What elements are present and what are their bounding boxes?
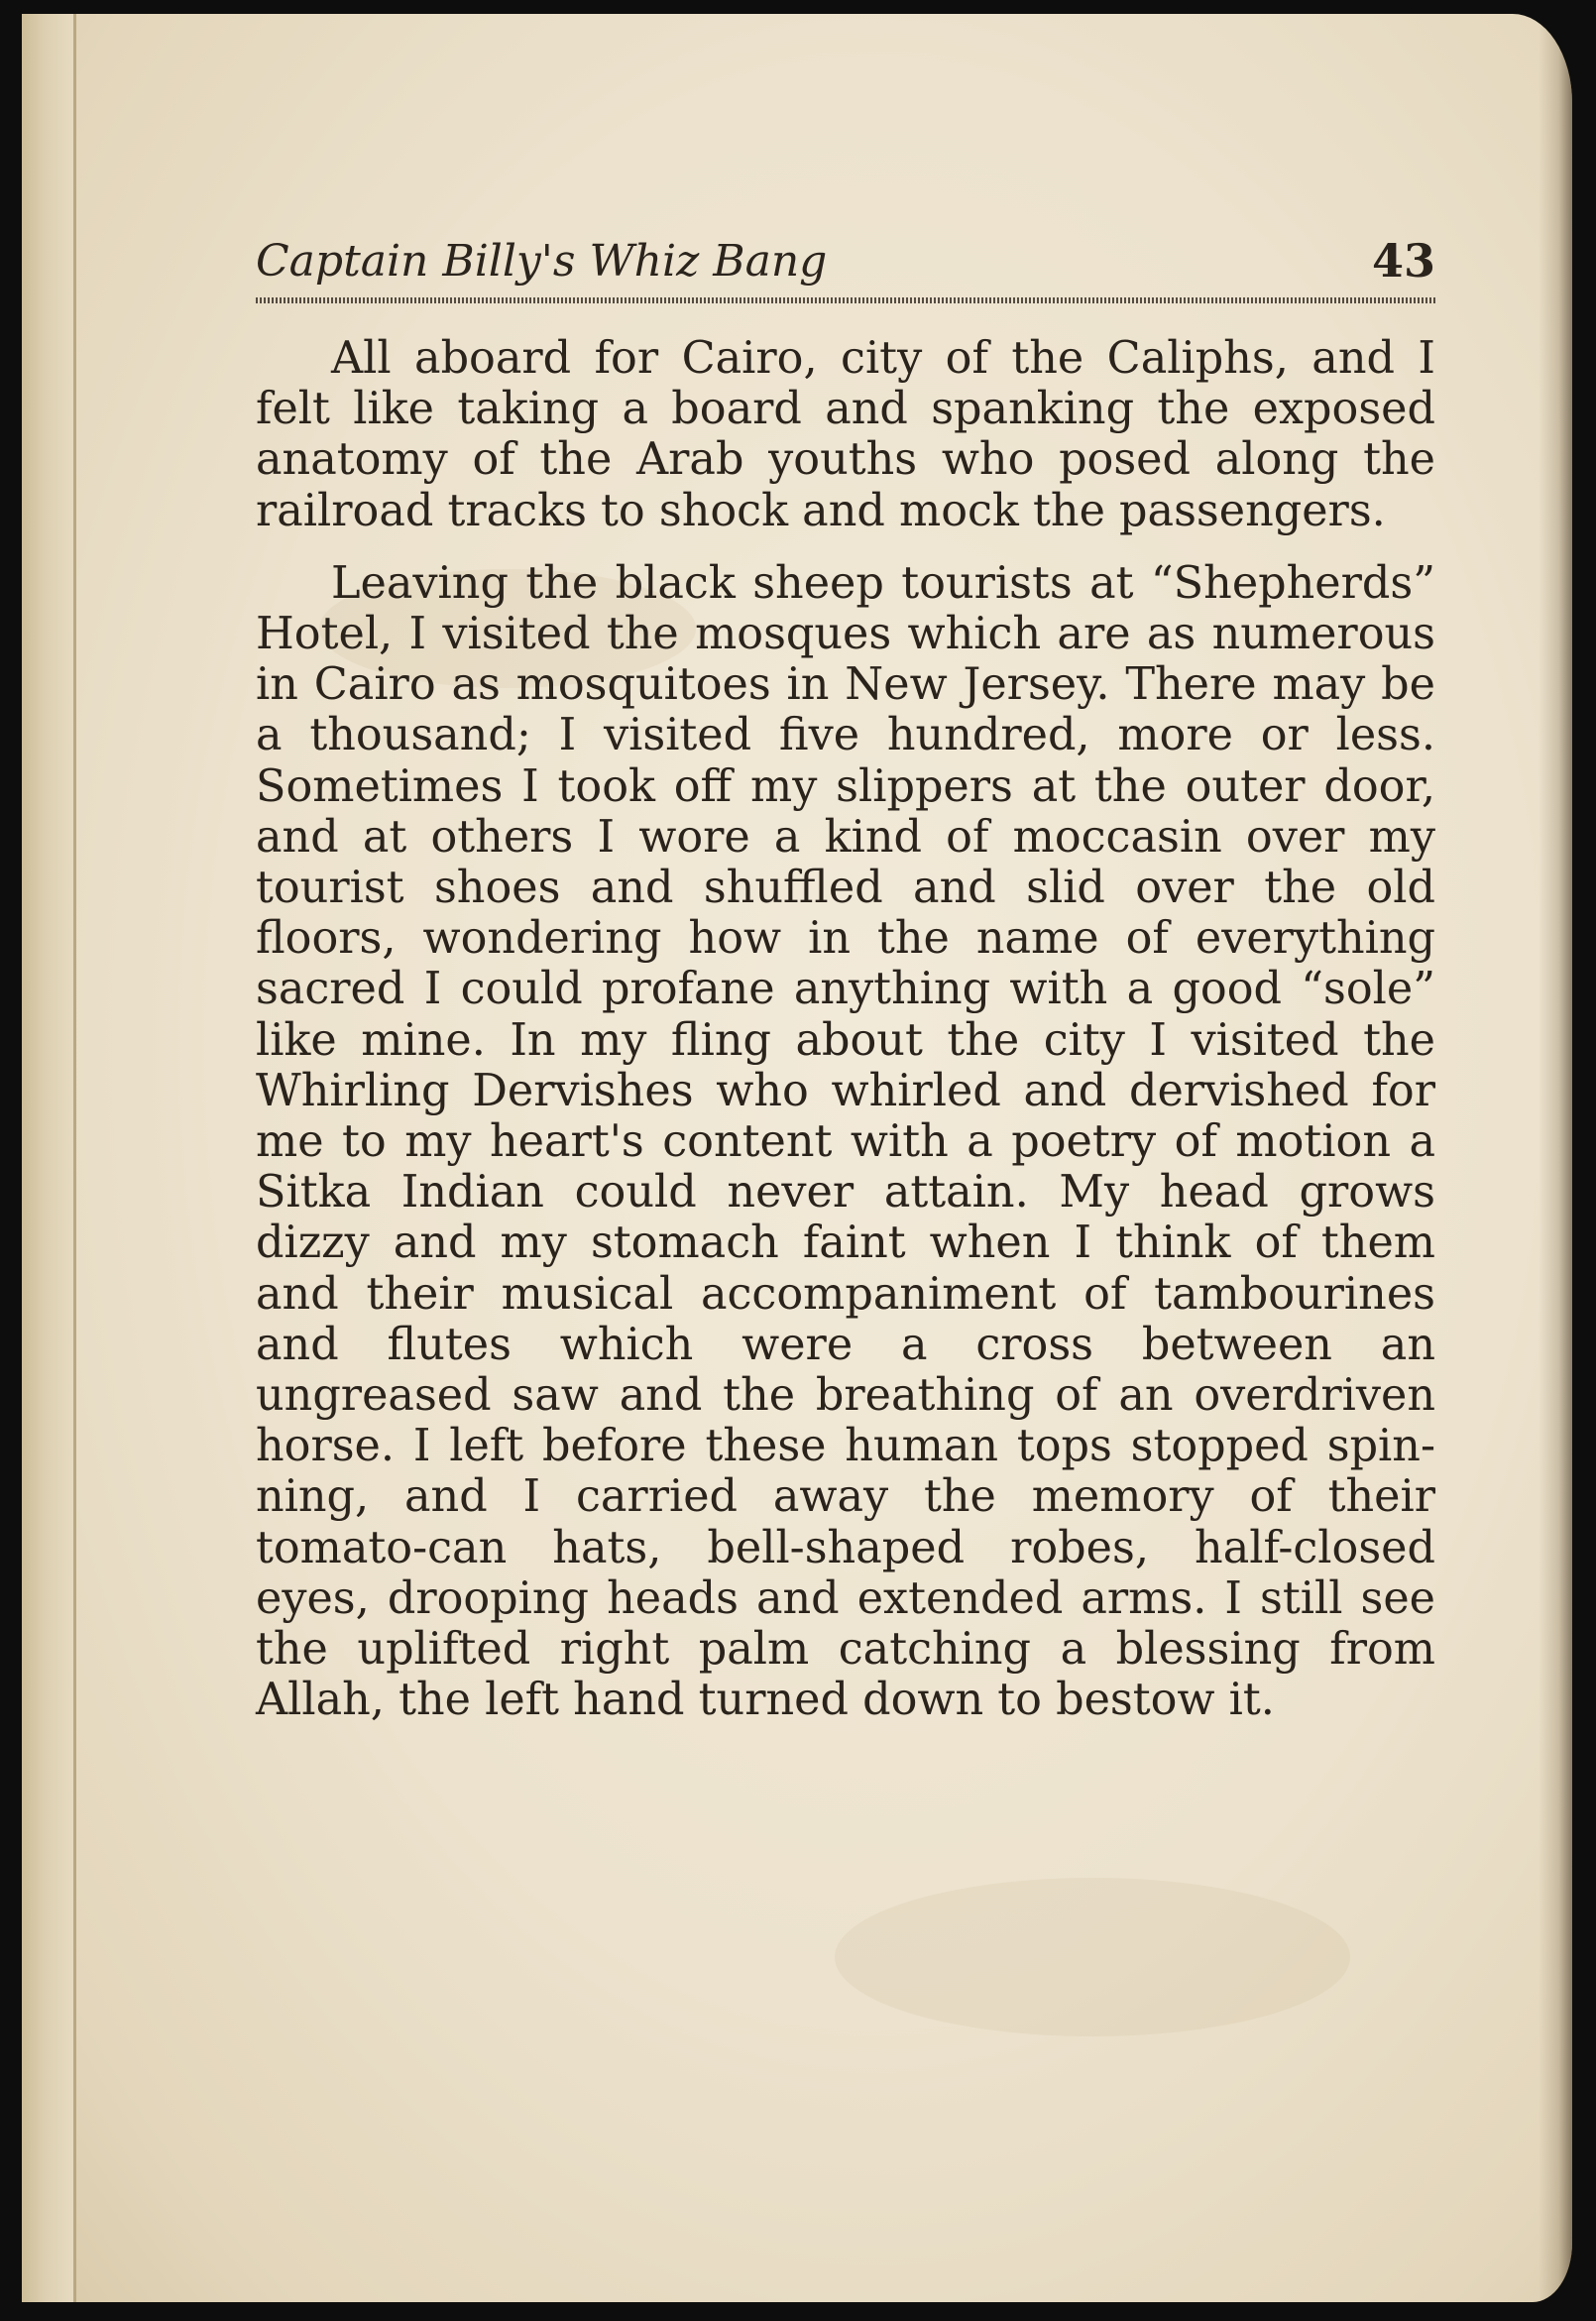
- running-header: [256, 236, 1435, 297]
- paragraph-1: All aboard for Cairo, city of the Caliphs, and I felt like taking a board and spanking the exposed anatomy of the Arab youths who posed along the railroad tracks to shock and mock the passengers.: [256, 333, 1435, 536]
- running-title: Captain Billy's Whiz Bang: [256, 236, 828, 287]
- gutter-fold-line: [73, 14, 76, 2302]
- body-text: [256, 333, 1435, 1725]
- header-rule: [256, 297, 1435, 303]
- paragraph-2: Leaving the black sheep tourists at “Shepherds” Hotel, I visited the mosques which are as numerous in Cairo as mosquitoes in New Jersey. There may be a thousand; I visited five hundred, more or less. Sometimes I took off my slippers at the outer door, and at others I wore a kind of moccasin over my tourist shoes and shuffled and slid over the old floors, wondering how in the name of everything sacred I could profane anything with a good “sole” like mine. In my fling about the city I visited the Whirling Dervishes who whirled and dervished for me to my heart's content with a poetry of motion a Sitka Indian could never attain. My head grows dizzy and my stomach faint when I think of them and their musical accompaniment of tambourines and flutes which were a cross between an ungreased saw and the breathing of an overdriven horse. I left before these human tops stopped spinning, and I carried away the memory of their tomato-can hats, bell-shaped robes, half-closed eyes, drooping heads and extended arms. I still see the uplifted right palm catching a blessing from Allah, the left hand turned down to bestow it.: [256, 557, 1435, 1726]
- page-binding-gutter: [22, 14, 73, 2302]
- page-edge-shadow: [1539, 14, 1572, 2302]
- paper-stain: [835, 1878, 1350, 2036]
- page-number: 43: [1371, 234, 1435, 288]
